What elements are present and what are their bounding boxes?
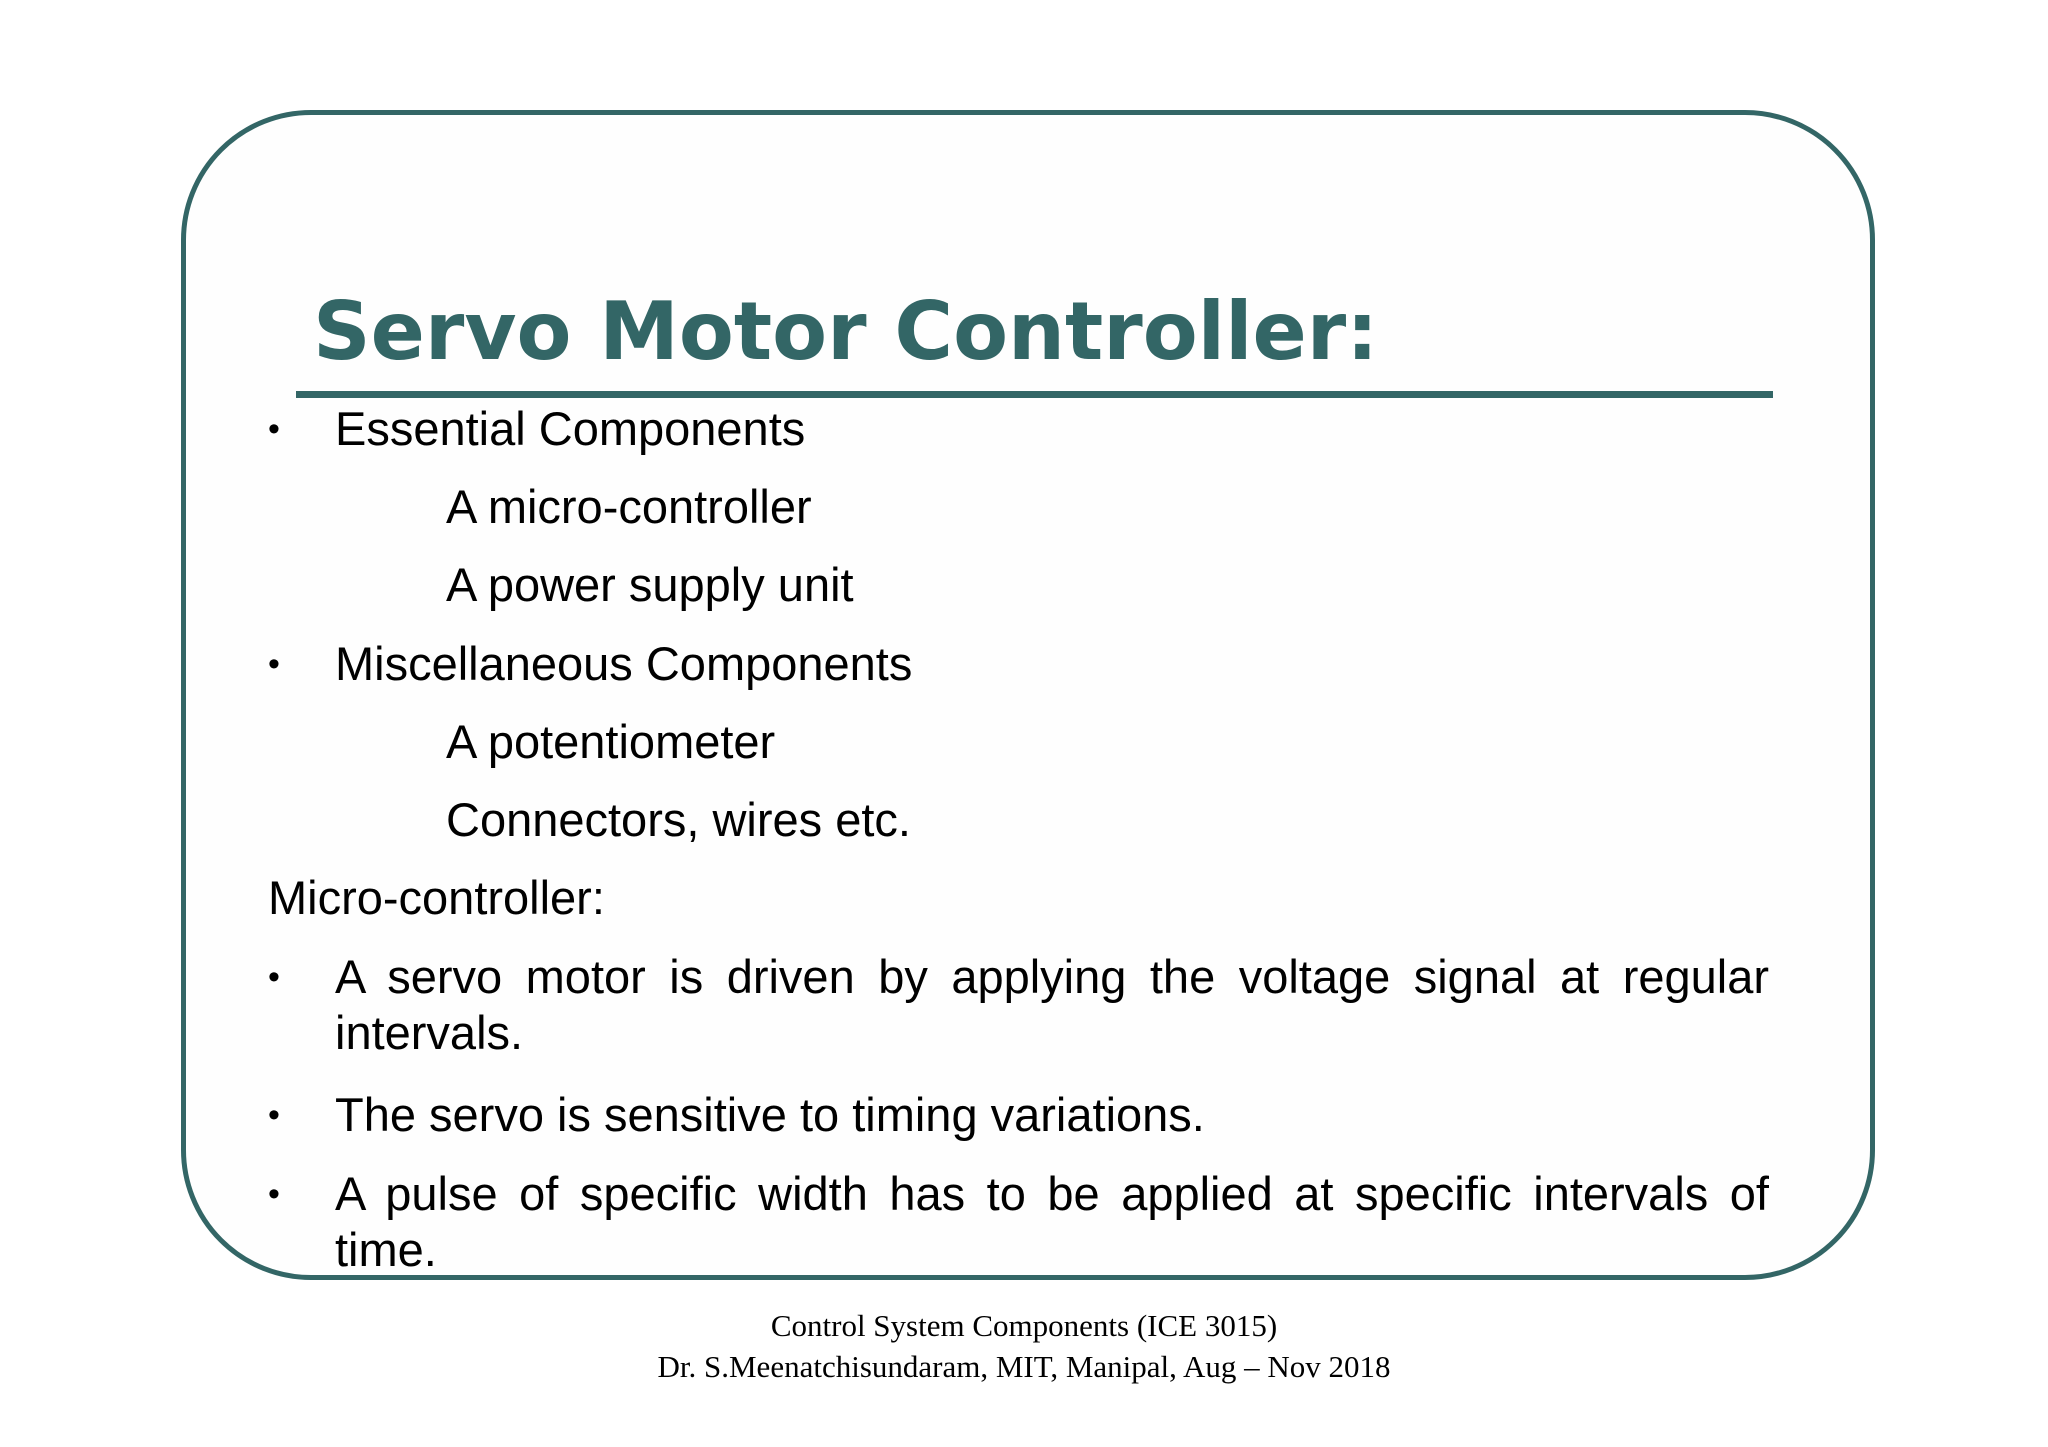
bullet-icon: • [268,1175,280,1213]
micro-point-pulse-width: A pulse of specific width has to be applied at specific intervals of time. [335,1167,1769,1276]
essential-item-power-supply: A power supply unit [446,558,854,611]
micro-controller-heading: Micro-controller: [268,871,605,924]
essential-item-microcontroller: A micro-controller [446,480,812,533]
bullet-icon: • [268,410,280,448]
footer-course: Control System Components (ICE 3015) [770,1308,1278,1343]
misc-item-potentiometer: A potentiometer [446,715,776,768]
slide-title: Servo Motor Controller: [313,285,1379,378]
bullet-icon: • [268,645,280,683]
bullet-icon: • [268,958,280,996]
footer-author: Dr. S.Meenatchisundaram, MIT, Manipal, Aug – Nov 2018 [657,1349,1391,1384]
title-underline [296,391,1773,398]
misc-item-connectors: Connectors, wires etc. [446,793,911,846]
essential-components-heading: Essential Components [335,402,806,455]
bullet-icon: • [268,1096,280,1134]
micro-point-voltage-signal: A servo motor is driven by applying the voltage signal at regular intervals. [335,950,1769,1059]
misc-components-heading: Miscellaneous Components [335,637,913,690]
micro-point-timing: The servo is sensitive to timing variations. [335,1088,1205,1141]
